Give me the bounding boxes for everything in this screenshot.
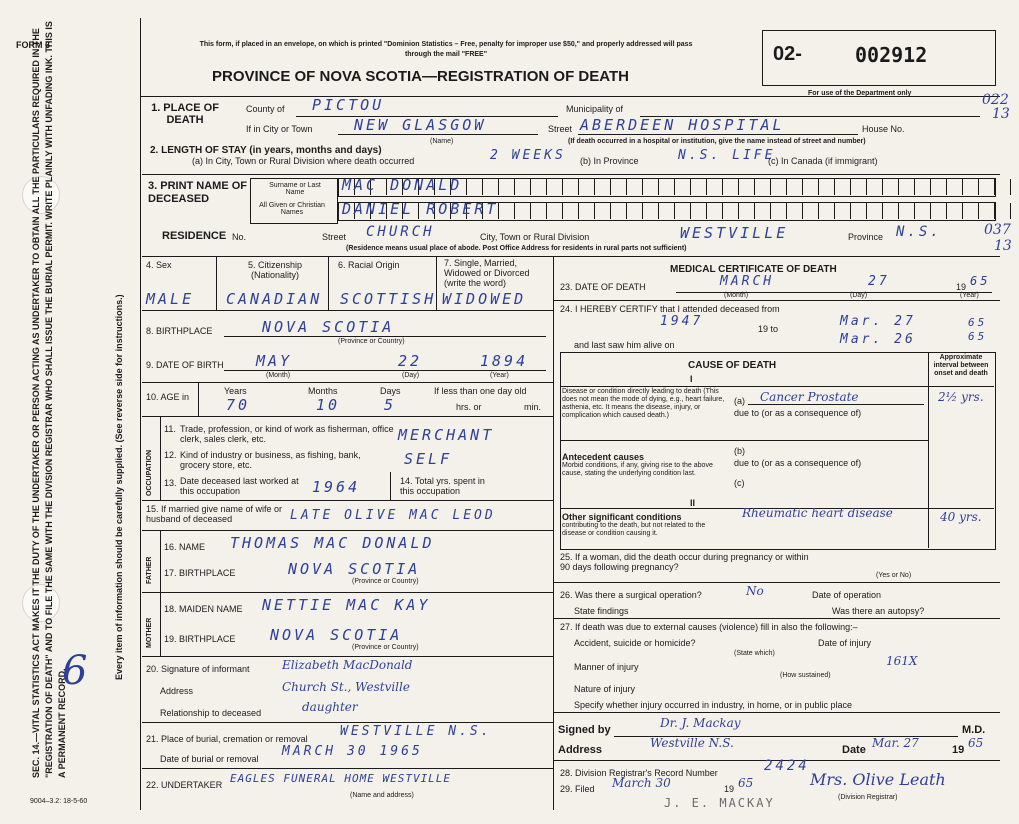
cause-interval-div: [928, 352, 929, 548]
letter-cell: [803, 179, 819, 195]
div-25: [554, 582, 1000, 583]
death-date-label: 23. DATE OF DEATH: [560, 282, 646, 292]
informant-address-label: Address: [160, 686, 194, 696]
div-26: [554, 618, 1000, 619]
certify-to: Mar. 27: [840, 314, 916, 329]
letter-cell: [835, 179, 851, 195]
b-label: (b): [734, 446, 745, 456]
father-value: THOMAS MAC DONALD: [230, 534, 435, 552]
house-label: House No.: [862, 124, 905, 134]
roman-2: II: [690, 498, 696, 508]
origin-value: SCOTTISH: [340, 290, 437, 308]
death-year-prefix: 19: [956, 282, 967, 292]
undertaker-label: 22. UNDERTAKER: [146, 780, 223, 790]
letter-cell: [947, 179, 963, 195]
death-year-sub: (Year): [960, 292, 979, 299]
letter-cell: [707, 179, 723, 195]
a-line: [748, 404, 924, 405]
letter-cell: [499, 179, 515, 195]
father-div: [160, 530, 161, 592]
registrar-sig: Mrs. Olive Leath: [810, 770, 946, 789]
dob-line: [224, 370, 546, 371]
age-days: 5: [384, 396, 397, 414]
trade-label: Trade, profession, or kind of work as fisherman, office clerk, sales clerk, etc.: [180, 424, 394, 444]
state-which: (State which): [734, 650, 775, 657]
letter-cell: [627, 203, 643, 219]
residence-province: N.S.: [896, 224, 942, 240]
letter-cell: [723, 203, 739, 219]
signed-label: Signed by: [558, 724, 611, 736]
last-worked-value: 1964: [312, 478, 361, 496]
antecedent-desc: Morbid conditions, if any, giving rise to the above cause, stating the underlying condition last.: [562, 462, 713, 477]
stay-b-label: (b) In Province: [580, 156, 639, 166]
letter-cell: [931, 179, 947, 195]
mail-notice: This form, if placed in an envelope, on which is printed "Dominion Statistics – Free, penalty for improper use $50," and properly addressed will pass through the mail "FREE": [199, 41, 693, 58]
rel-label: Relationship to deceased: [160, 708, 262, 718]
dob-month: MAY: [256, 352, 293, 370]
registrar-label: (Division Registrar): [838, 794, 898, 801]
father-side: FATHER: [146, 556, 153, 584]
city-label: If in City or Town: [246, 124, 313, 134]
consequence-1: due to (or as a consequence of): [734, 408, 862, 418]
given-label: All Given or Christian Names: [259, 202, 325, 216]
letter-cell: [707, 203, 723, 219]
mother-label: 18. MAIDEN NAME: [164, 604, 243, 614]
occ-11: 11.: [164, 424, 176, 434]
undertaker-sub: (Name and address): [350, 792, 414, 799]
nature-label: Nature of injury: [574, 684, 636, 694]
origin-label: 6. Racial Origin: [338, 260, 400, 270]
signed-value: Dr. J. Mackay: [660, 716, 741, 730]
certify-from: 1947: [660, 314, 704, 329]
burial-date-label: Date of burial or removal: [160, 754, 259, 764]
letter-cell: [531, 179, 547, 195]
sex-label: 4. Sex: [146, 260, 172, 270]
filed-prefix: 19: [724, 784, 735, 794]
record-number: 2424: [764, 758, 810, 774]
med-address-label: Address: [558, 744, 603, 756]
mother-value: NETTIE MAC KAY: [262, 596, 431, 614]
stay-a-label: (a) In City, Town or Rural Division where death occurred: [192, 156, 415, 166]
registrar-stamp: J. E. MACKAY: [664, 796, 775, 810]
marital-value: WIDOWED: [442, 290, 527, 308]
q26: 26. Was there a surgical operation?: [560, 590, 702, 600]
letter-cell: [787, 203, 803, 219]
med-date-prefix: 19: [952, 744, 965, 756]
div-sex: [216, 256, 217, 310]
mother-bp-value: NOVA SCOTIA: [270, 626, 403, 644]
letter-cell: [611, 179, 627, 195]
letter-cell: [547, 179, 563, 195]
father-bp-label: 17. BIRTHPLACE: [164, 568, 236, 578]
residence-province-label: Province: [848, 232, 884, 242]
interval-label: Approximate interval between onset and death: [933, 354, 989, 377]
industry-label: Kind of industry or business, as fishing, bank, grocery store, etc.: [180, 450, 361, 470]
residence-street: CHURCH: [366, 224, 435, 240]
letter-cell: [915, 203, 931, 219]
occ-bottom: [142, 500, 553, 501]
deceased-label: 3. PRINT NAME OF DECEASED: [148, 180, 248, 205]
death-month-sub: (Month): [724, 292, 749, 299]
occ-13: 13.: [164, 478, 177, 488]
letter-cell: [915, 179, 931, 195]
letter-cell: [947, 203, 963, 219]
filed-year: 65: [738, 776, 754, 790]
manner-note: 161X: [886, 654, 918, 668]
letter-cell: [643, 203, 659, 219]
letter-cell: [723, 179, 739, 195]
death-month: MARCH: [720, 274, 775, 289]
letter-cell: [467, 179, 483, 195]
residence-street-label: Street: [322, 232, 347, 242]
how-sustained: (How sustained): [780, 672, 831, 679]
stay-label: 2. LENGTH OF STAY (in years, months and days): [150, 145, 382, 156]
age-months: 10: [316, 396, 341, 414]
letter-cell: [563, 203, 579, 219]
letter-cell: [771, 179, 787, 195]
hospital-note: (If death occurred in a hospital or institution, give the name instead of street and number): [568, 138, 866, 145]
father-bp-value: NOVA SCOTIA: [288, 560, 421, 578]
age-div0: [198, 382, 199, 416]
letter-cell: [787, 179, 803, 195]
stay-c-label: (c) In Canada (if immigrant): [768, 156, 878, 166]
letter-cell: [627, 179, 643, 195]
letter-cell: [979, 179, 995, 195]
letter-cell: [755, 179, 771, 195]
letter-cell: [851, 179, 867, 195]
manner-label: Manner of injury: [574, 662, 639, 672]
occupation-side: OCCUPATION: [146, 449, 153, 496]
reg-prefix: 02-: [773, 43, 802, 65]
letter-cell: [691, 179, 707, 195]
letter-cell: [867, 179, 883, 195]
letter-cell: [739, 179, 755, 195]
antecedent-label: Antecedent causes: [562, 452, 645, 462]
letter-cell: [659, 203, 675, 219]
letter-cell: [883, 203, 899, 219]
side-instructions: SEC. 14.—VITAL STATISTICS ACT MAKES IT THE DUTY OF THE UNDERTAKER OR PERSON ACTING AS UNDERTAKER TO OBTAIN ALL THE PARTICULARS REQUIRED IN THE "REGISTRATION OF DEATH" AND TO FILE THE SAME WITH THE DIVISION REGISTRAR WHO SHALL ISSUE THE BURIAL PERMIT. WRITE PLAINLY WITH UNFADING INK. THIS IS A PERMANENT RECORD.: [31, 21, 67, 778]
occ-div: [160, 416, 161, 500]
letter-cell: [579, 179, 595, 195]
citizenship-label: 5. Citizenship (Nationality): [247, 260, 303, 280]
letter-cell: [755, 203, 771, 219]
letter-cell: [579, 203, 595, 219]
a-cause: Cancer Prostate: [760, 390, 859, 404]
medical-title: MEDICAL CERTIFICATE OF DEATH: [670, 264, 837, 275]
age-less-label: If less than one day old: [434, 386, 527, 396]
mother-bottom: [142, 656, 553, 657]
age-years-label: Years: [224, 386, 247, 396]
specify-label: Specify whether injury occurred in industry, in home, or in public place: [574, 700, 852, 710]
mother-side: MOTHER: [146, 617, 153, 648]
letter-cell: [803, 203, 819, 219]
cause-title: CAUSE OF DEATH: [688, 360, 777, 371]
reg-number: 002912: [855, 43, 928, 67]
autopsy: Was there an autopsy?: [832, 606, 925, 616]
last-worked-label: Date deceased last worked at this occupation: [180, 476, 299, 496]
county-value: PICTOU: [312, 96, 385, 114]
city-name-label: (Name): [430, 138, 454, 145]
letter-cell: [611, 203, 627, 219]
last-seen-label: and last saw him alive on: [574, 340, 675, 350]
letter-cell: [995, 179, 1011, 195]
age-min: min.: [524, 402, 542, 412]
surname-value: MAC DONALD: [342, 176, 463, 194]
city-value: NEW GLASGOW: [354, 116, 487, 134]
letter-cell: [867, 203, 883, 219]
a-interval: 2½ yrs.: [938, 390, 984, 404]
citizenship-value: CANADIAN: [226, 290, 323, 308]
letter-cell: [899, 203, 915, 219]
death-year: 65: [970, 274, 991, 288]
birthplace-label: 8. BIRTHPLACE: [146, 326, 213, 336]
other-interval: 40 yrs.: [940, 510, 982, 524]
letter-cell: [771, 203, 787, 219]
street-line: [578, 134, 858, 135]
last-seen: Mar. 26: [840, 332, 916, 347]
last-seen-year: 65: [968, 330, 988, 343]
letter-cell: [739, 203, 755, 219]
cause-header-line: [560, 386, 994, 387]
other-value: Rheumatic heart disease: [742, 506, 893, 520]
residence-no-label: No.: [232, 232, 247, 242]
municipality-label: Municipality of: [566, 104, 624, 114]
divider-stay: [142, 174, 1000, 175]
op-date-label: Date of operation: [812, 590, 882, 600]
spouse-bottom: [142, 530, 553, 531]
letter-cell: [499, 203, 515, 219]
letter-cell: [515, 179, 531, 195]
undertaker-value: EAGLES FUNERAL HOME WESTVILLE: [230, 772, 452, 785]
divider-personal: [142, 310, 553, 311]
consequence-2: due to (or as a consequence of): [734, 458, 862, 468]
sex-value: MALE: [146, 290, 195, 308]
informant-address: Church St., Westville: [282, 680, 410, 694]
letter-cell: [515, 203, 531, 219]
disease-label: Disease or condition directly leading to death (This does not mean the mode of dying, e.g., heart failure, asthenia, etc. It means the disease, injury, or complication which caused death.): [562, 388, 725, 419]
med-address: Westville N.S.: [650, 736, 734, 750]
given-value: DANIEL ROBERT: [342, 200, 499, 218]
residence-division: WESTVILLE: [680, 224, 789, 242]
other-label: Other significant conditions: [562, 512, 682, 522]
burial-place-label: 21. Place of burial, cremation or removal: [146, 734, 308, 744]
dob-label: 9. DATE OF BIRTH: [146, 360, 224, 370]
letter-cell: [675, 179, 691, 195]
c-label: (c): [734, 478, 745, 488]
q28: 28. Division Registrar's Record Number: [560, 768, 718, 778]
a-label: (a): [734, 396, 745, 406]
div-27: [554, 712, 1000, 713]
burial-bottom: [142, 768, 553, 769]
residence-note: (Residence means usual place of abode. Post Office Address for residents in rural parts not sufficient): [346, 245, 687, 252]
letter-cell: [531, 203, 547, 219]
dob-year-sub: (Year): [490, 372, 509, 379]
letter-cell: [995, 203, 1011, 219]
q25: 25. If a woman, did the death occur during pregnancy or within 90 days following pregnancy?: [560, 552, 809, 572]
father-bp-sub: (Province or Country): [352, 578, 419, 585]
letter-cell: [979, 203, 995, 219]
div-cit: [328, 256, 329, 310]
letter-cell: [483, 179, 499, 195]
letter-cell: [659, 179, 675, 195]
roman-1: I: [690, 374, 693, 384]
residence-code-1: 037: [984, 222, 1011, 238]
side-note: Every item of information should be carefully supplied. (See reverse side for instructions.): [114, 294, 124, 680]
dept-code-1: 022: [982, 92, 1009, 108]
industry-value: SELF: [404, 450, 453, 468]
q29: 29. Filed: [560, 784, 595, 794]
burial-place: WESTVILLE N.S.: [340, 724, 492, 739]
dob-day-sub: (Day): [402, 372, 420, 379]
street-value: ABERDEEN HOSPITAL: [580, 116, 785, 134]
surname-label: Surname or Last Name: [269, 182, 321, 196]
letter-cell: [675, 203, 691, 219]
state-findings: State findings: [574, 606, 629, 616]
letter-cell: [899, 179, 915, 195]
med-date-label: Date: [842, 744, 866, 756]
footer-code: 9004–3.2: 18-5-60: [30, 798, 88, 805]
letter-cell: [547, 203, 563, 219]
certify-to-year: 65: [968, 316, 988, 329]
death-day: 27: [868, 274, 890, 289]
dept-code-2: 13: [992, 106, 1010, 122]
letter-cell: [963, 203, 979, 219]
father-label: 16. NAME: [164, 542, 206, 552]
other-desc: contributing to the death, but not related to the disease or condition causing it.: [562, 522, 706, 537]
birthplace-sub: (Province or Country): [338, 338, 405, 345]
informant-label: 20. Signature of informant: [146, 664, 250, 674]
accident-label: Accident, suicide or homicide?: [574, 638, 696, 648]
cause-mid-line: [560, 440, 928, 441]
divider-residence: [142, 256, 1000, 257]
form-number: FORM 6: [16, 40, 51, 50]
marital-label: 7. Single, Married, Widowed or Divorced (write the word): [444, 258, 530, 288]
div-23: [554, 300, 1000, 301]
injury-date-label: Date of injury: [818, 638, 872, 648]
father-bottom: [142, 592, 553, 593]
stay-a-value: 2 WEEKS: [490, 148, 566, 163]
certify-label: 24. I HEREBY CERTIFY that I attended deceased from: [560, 304, 780, 314]
frame-left: [140, 18, 141, 810]
spouse-value: LATE OLIVE MAC LEOD: [290, 508, 496, 523]
q27: 27. If death was due to external causes (violence) fill in also the following:–: [560, 622, 858, 632]
filed: March 30: [612, 776, 671, 790]
occ-12: 12.: [164, 450, 177, 460]
center-divider: [553, 256, 554, 810]
dob-month-sub: (Month): [266, 372, 291, 379]
q26-value: No: [746, 584, 764, 598]
letter-cell: [1011, 179, 1019, 195]
md-label: M.D.: [962, 724, 986, 736]
county-label: County of: [246, 104, 285, 114]
age-hrs: hrs. or: [456, 402, 482, 412]
letter-cell: [1011, 203, 1019, 219]
letter-cell: [835, 203, 851, 219]
age-label: 10. AGE in: [146, 392, 190, 402]
mother-bp-sub: (Province or Country): [352, 644, 419, 651]
letter-cell: [563, 179, 579, 195]
residence-label: RESIDENCE: [162, 230, 227, 242]
residence-division-label: City, Town or Rural Division: [480, 232, 590, 242]
city-line: [338, 134, 538, 135]
yes-no: (Yes or No): [876, 572, 912, 579]
certify-to-label: 19 to: [758, 324, 779, 334]
letter-cell: [931, 203, 947, 219]
dob-year: 1894: [480, 352, 529, 370]
dob-day: 22: [398, 352, 423, 370]
letter-cell: [595, 179, 611, 195]
death-day-sub: (Day): [850, 292, 868, 299]
total-label: 14. Total yrs. spent in this occupation: [400, 476, 485, 496]
dept-use: For use of the Department only: [808, 90, 912, 97]
street-label: Street: [548, 124, 573, 134]
age-months-label: Months: [308, 386, 338, 396]
mother-bp-label: 19. BIRTHPLACE: [164, 634, 236, 644]
residence-code-2: 13: [994, 238, 1012, 254]
letter-cell: [643, 179, 659, 195]
informant-sig: Elizabeth MacDonald: [282, 658, 413, 672]
letter-cell: [819, 203, 835, 219]
margin-mark: 6: [62, 648, 88, 694]
letter-cell: [851, 203, 867, 219]
informant-bottom: [142, 722, 553, 723]
place-label: 1. PLACE OF DEATH: [151, 102, 219, 126]
birthplace-line: [224, 336, 546, 337]
age-years: 70: [226, 396, 251, 414]
registration-box: [762, 30, 996, 86]
burial-date: MARCH 30 1965: [282, 744, 423, 759]
letter-cell: [691, 203, 707, 219]
letter-cell: [963, 179, 979, 195]
stay-b-value: N.S. LIFE: [678, 148, 776, 163]
rel-value: daughter: [302, 700, 358, 714]
letter-cell: [819, 179, 835, 195]
birthplace-value: NOVA SCOTIA: [262, 318, 395, 336]
med-date: Mar. 27: [872, 736, 919, 750]
spouse-label: 15. If married give name of wife or husband of deceased: [146, 504, 283, 524]
age-top: [142, 382, 553, 383]
letter-cell: [883, 179, 899, 195]
letter-cell: [595, 203, 611, 219]
age-days-label: Days: [380, 386, 401, 396]
mother-div: [160, 592, 161, 656]
trade-value: MERCHANT: [398, 426, 495, 444]
med-date-year: 65: [968, 736, 984, 750]
occ-div2: [390, 472, 391, 500]
form-title: PROVINCE OF NOVA SCOTIA—REGISTRATION OF DEATH: [212, 68, 629, 85]
age-bottom: [142, 416, 553, 417]
